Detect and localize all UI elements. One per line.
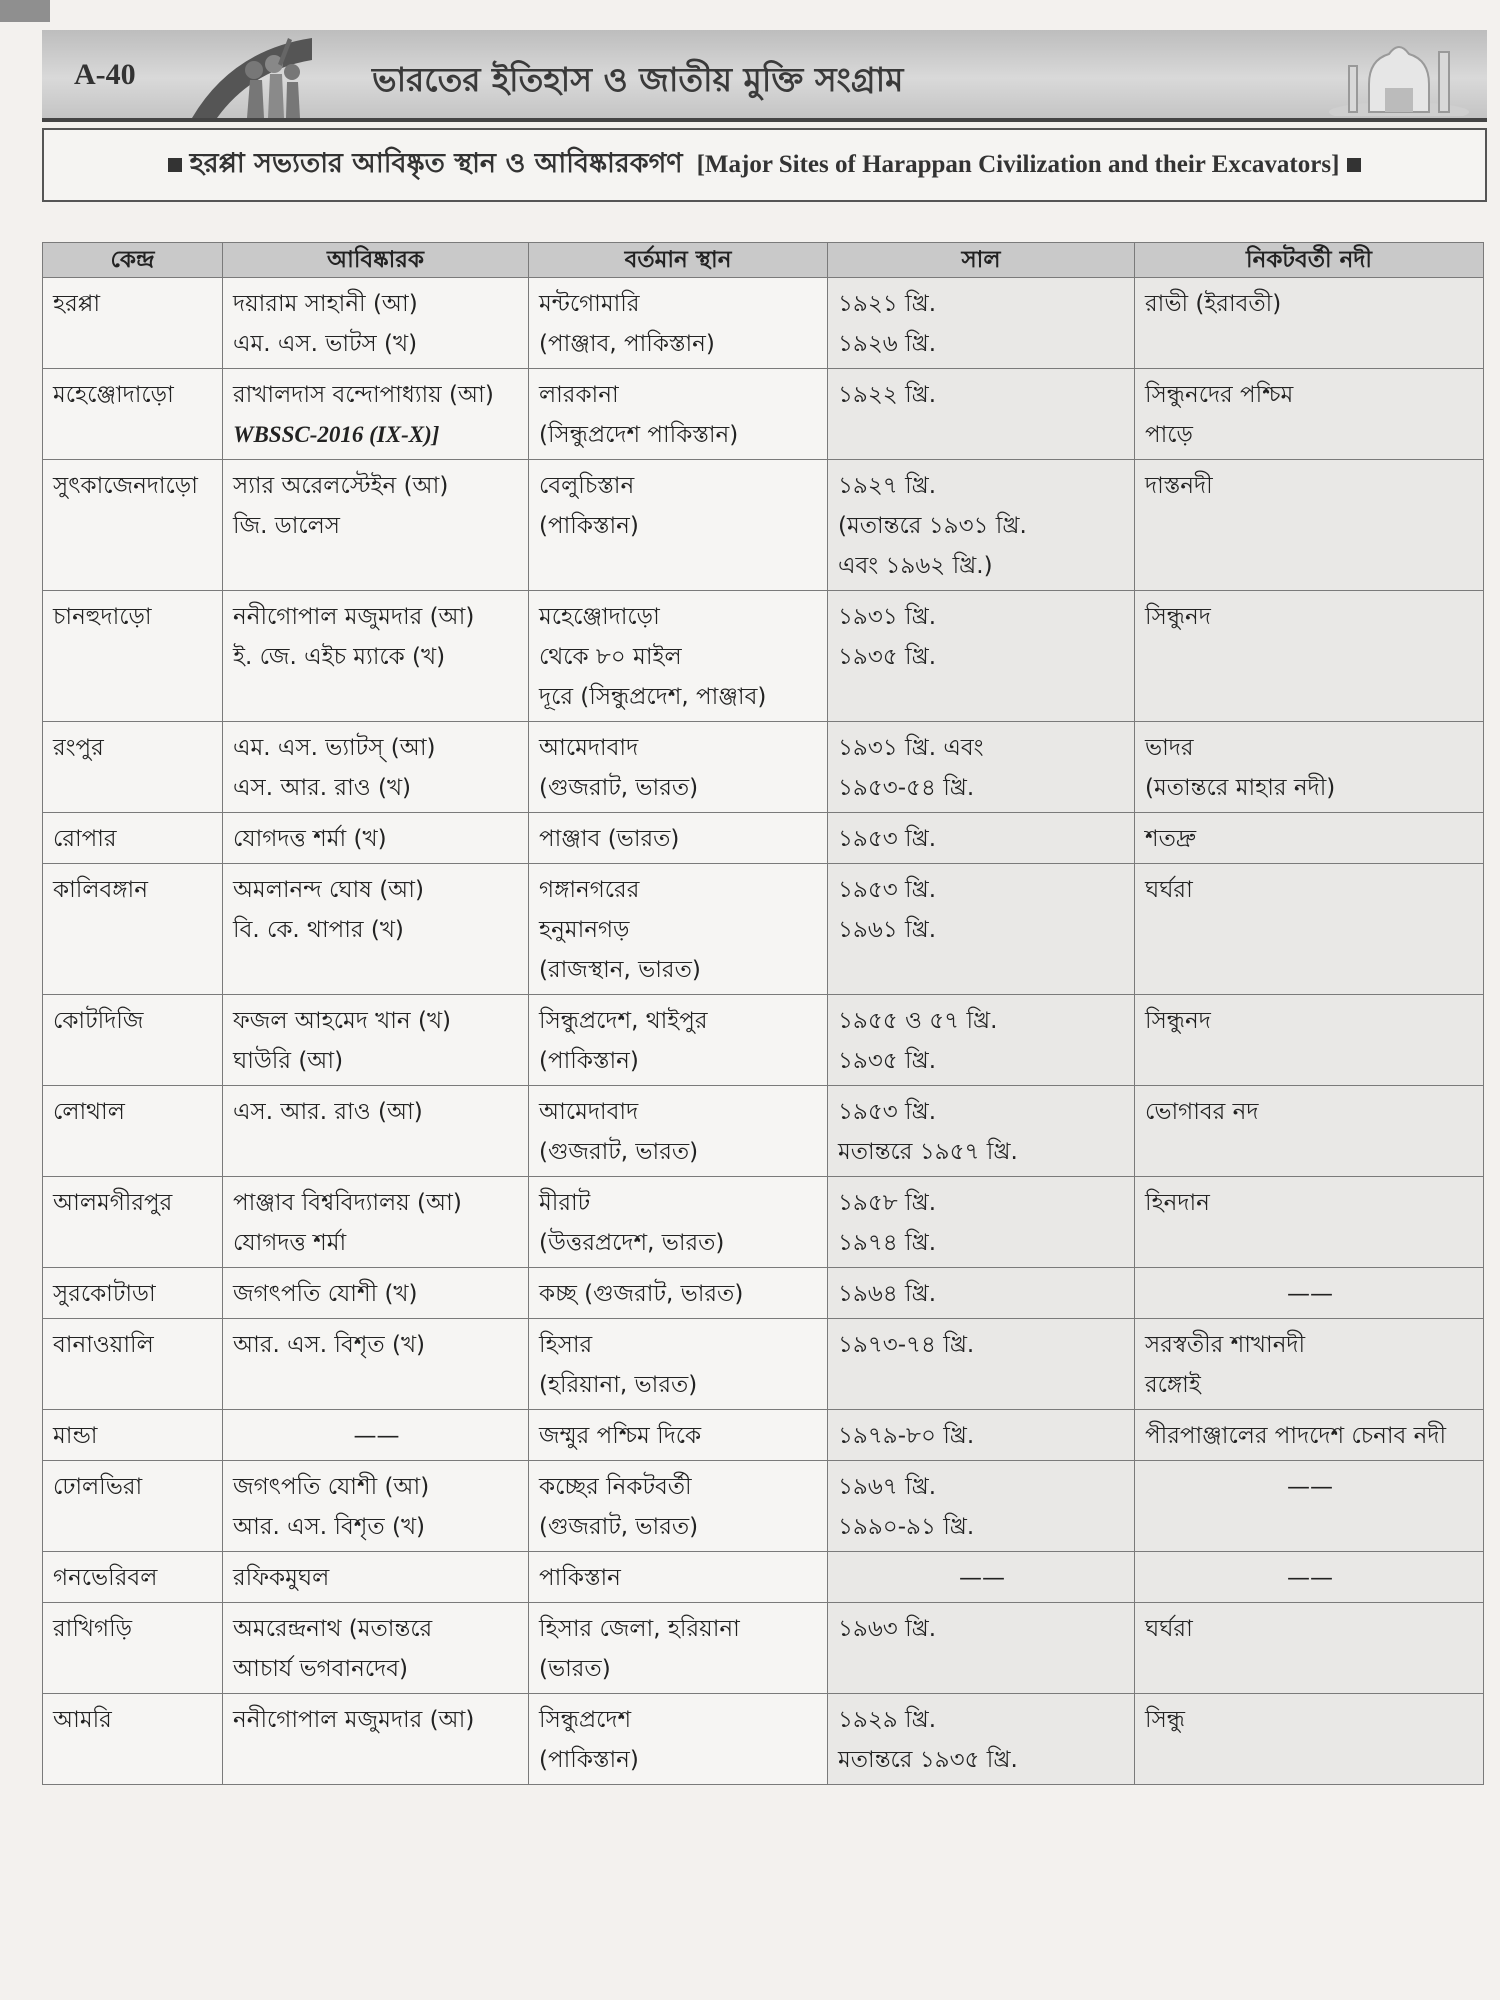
- column-header-river: নিকটবর্তী নদী: [1135, 243, 1484, 278]
- cell-line: (হরিয়ানা, ভারত): [539, 1372, 698, 1398]
- excavator-cell: [223, 813, 529, 864]
- river-cell: [1135, 1603, 1484, 1694]
- cell-line: ১৯২২ খ্রি.: [838, 382, 937, 408]
- cell-line: গনভেরিবল: [53, 1565, 158, 1591]
- section-title-bengali: হরপ্পা সভ্যতার আবিষ্কৃত স্থান ও আবিষ্কারকগণ: [189, 147, 683, 179]
- excavator-cell: [223, 1603, 529, 1694]
- cell-line: মহেঞ্জোদাড়ো: [539, 604, 660, 630]
- cell-line: যোগদত্ত শর্মা (খ): [233, 826, 387, 852]
- site-cell: [43, 278, 223, 369]
- river-cell: [1135, 1268, 1484, 1319]
- site-cell: [43, 1552, 223, 1603]
- table-row: [43, 460, 1484, 591]
- cell-line: হরপ্পা: [53, 291, 101, 317]
- year-cell: [828, 1319, 1135, 1410]
- table-row: [43, 864, 1484, 995]
- year-cell: [828, 1552, 1135, 1603]
- table-row: [43, 1086, 1484, 1177]
- harappan-sites-table: [42, 242, 1484, 1785]
- excavator-cell: [223, 1268, 529, 1319]
- cell-line: এম. এস. ভ্যাটস্ (আ): [233, 735, 436, 761]
- freedom-fighters-illustration-icon: [192, 30, 312, 118]
- location-cell: [529, 1603, 828, 1694]
- cell-line: ১৯৫৩-৫৪ খ্রি.: [838, 775, 975, 801]
- cell-line: পাঞ্জাব (ভারত): [539, 826, 680, 852]
- location-cell: [529, 591, 828, 722]
- year-cell: [828, 1268, 1135, 1319]
- cell-line: আর. এস. বিশৃত (খ): [233, 1332, 426, 1358]
- cell-line: কচ্ছের নিকটবর্তী: [539, 1474, 692, 1500]
- cell-line: ১৯৭৯-৮০ খ্রি.: [838, 1423, 975, 1449]
- cell-line: স্যার অরেলস্টেইন (আ): [233, 473, 449, 499]
- location-cell: [529, 460, 828, 591]
- river-cell: [1135, 1410, 1484, 1461]
- cell-line: লারকানা: [539, 382, 619, 408]
- cell-line: রঙ্গোই: [1145, 1372, 1201, 1398]
- table-row: [43, 1319, 1484, 1410]
- cell-line: চানহুদাড়ো: [53, 604, 152, 630]
- cell-line: কচ্ছ (গুজরাট, ভারত): [539, 1281, 744, 1307]
- excavator-cell: [223, 1552, 529, 1603]
- river-cell: [1135, 1694, 1484, 1785]
- table-row: [43, 1603, 1484, 1694]
- cell-line: ১৯৩১ খ্রি. এবং: [838, 735, 984, 761]
- cell-line: (পাকিস্তান): [539, 1747, 639, 1773]
- year-cell: [828, 1086, 1135, 1177]
- cell-line: কোটদিজি: [53, 1008, 144, 1034]
- excavator-cell: [223, 369, 529, 460]
- excavator-cell: [223, 1461, 529, 1552]
- cell-line: সিন্ধুনদ: [1145, 1008, 1211, 1034]
- year-cell: [828, 1461, 1135, 1552]
- cell-line: ১৯৫৩ খ্রি.: [838, 826, 937, 852]
- location-cell: [529, 995, 828, 1086]
- river-cell: [1135, 369, 1484, 460]
- location-cell: [529, 864, 828, 995]
- cell-line: জি. ডালেস: [233, 513, 340, 539]
- location-cell: [529, 1319, 828, 1410]
- cell-line: ফজল আহমেদ খান (খ): [233, 1008, 452, 1034]
- table-row: [43, 1552, 1484, 1603]
- cell-line: হিনদান: [1145, 1190, 1210, 1216]
- cell-line: ১৯২১ খ্রি.: [838, 291, 937, 317]
- site-cell: [43, 1410, 223, 1461]
- excavator-cell: [223, 591, 529, 722]
- cell-line: সরস্বতীর শাখানদী: [1145, 1332, 1306, 1358]
- table-row: [43, 1268, 1484, 1319]
- excavator-cell: [223, 1410, 529, 1461]
- cell-line: বেলুচিস্তান: [539, 473, 635, 499]
- cell-line: ঘাউরি (আ): [233, 1048, 344, 1074]
- river-cell: [1135, 460, 1484, 591]
- table-row: [43, 1461, 1484, 1552]
- cell-line: ১৯৬১ খ্রি.: [838, 917, 937, 943]
- column-header-site: কেন্দ্র: [43, 243, 223, 278]
- cell-line: ১৯৩১ খ্রি.: [838, 604, 937, 630]
- cell-line: অমরেন্দ্রনাথ (মতান্তরে: [233, 1616, 433, 1642]
- cell-line: ১৯৩৫ খ্রি.: [838, 1048, 937, 1074]
- cell-line: মতান্তরে ১৯৩৫ খ্রি.: [838, 1747, 1018, 1773]
- cell-line: জম্মুর পশ্চিম দিকে: [539, 1423, 702, 1449]
- site-cell: [43, 995, 223, 1086]
- cell-line: আচার্য ভগবানদেব): [233, 1656, 408, 1682]
- cell-line: এম. এস. ভাটস (খ): [233, 331, 418, 357]
- location-cell: [529, 369, 828, 460]
- cell-line: মহেঞ্জোদাড়ো: [53, 382, 174, 408]
- year-cell: [828, 1694, 1135, 1785]
- site-cell: [43, 1319, 223, 1410]
- cell-line: সিন্ধুনদ: [1145, 604, 1211, 630]
- square-bullet-icon: [1347, 158, 1361, 172]
- cell-line: বানাওয়ালি: [53, 1332, 154, 1358]
- excavator-cell: [223, 864, 529, 995]
- river-cell: [1135, 1177, 1484, 1268]
- cell-line: পাকিস্তান: [539, 1565, 621, 1591]
- cell-line: আলমগীরপুর: [53, 1190, 173, 1216]
- cell-line: ১৯৭৩-৭৪ খ্রি.: [838, 1332, 975, 1358]
- location-cell: [529, 1268, 828, 1319]
- cell-line: (গুজরাট, ভারত): [539, 1139, 699, 1165]
- location-cell: [529, 813, 828, 864]
- cell-line: আমেদাবাদ: [539, 735, 639, 761]
- cell-line: গঙ্গানগরের: [539, 877, 640, 903]
- cell-line: মন্টগোমারি: [539, 291, 640, 317]
- cell-line: রোপার: [53, 826, 117, 852]
- river-cell: [1135, 722, 1484, 813]
- cell-line: ১৯৭৪ খ্রি.: [838, 1230, 937, 1256]
- cell-line: আর. এস. বিশৃত (খ): [233, 1514, 426, 1540]
- cell-line: ১৯২৯ খ্রি.: [838, 1707, 937, 1733]
- page-header: [42, 30, 1487, 122]
- table-row: [43, 722, 1484, 813]
- excavator-cell: [223, 460, 529, 591]
- cell-line: সিন্ধুনদের পশ্চিম: [1145, 382, 1294, 408]
- table-row: [43, 1177, 1484, 1268]
- cell-line: ১৯২৬ খ্রি.: [838, 331, 937, 357]
- cell-line: ১৯৩৫ খ্রি.: [838, 644, 937, 670]
- cell-line: (মতান্তরে ১৯৩১ খ্রি.: [838, 513, 1027, 539]
- cell-line: ভোগাবর নদ: [1145, 1099, 1259, 1125]
- column-header-excavator: আবিষ্কারক: [223, 243, 529, 278]
- cell-line: আমরি: [53, 1707, 112, 1733]
- cell-line: (পাকিস্তান): [539, 513, 639, 539]
- cell-line: ——: [1287, 1281, 1333, 1307]
- river-cell: [1135, 1086, 1484, 1177]
- year-cell: [828, 1410, 1135, 1461]
- table-row: [43, 1694, 1484, 1785]
- book-title: ভারতের ইতিহাস ও জাতীয় মুক্তি সংগ্রাম: [372, 60, 904, 99]
- location-cell: [529, 1552, 828, 1603]
- site-cell: [43, 864, 223, 995]
- page-corner-tab: [0, 0, 50, 22]
- cell-line: ১৯৫৩ খ্রি.: [838, 1099, 937, 1125]
- cell-line: (পাঞ্জাব, পাকিস্তান): [539, 331, 715, 357]
- table-row: [43, 995, 1484, 1086]
- cell-line: ——: [959, 1565, 1005, 1591]
- cell-line: ঢোলভিরা: [53, 1474, 143, 1500]
- cell-line: ই. জে. এইচ ম্যাকে (খ): [233, 644, 446, 670]
- cell-line: রংপুর: [53, 735, 104, 761]
- site-cell: [43, 1603, 223, 1694]
- cell-line: (মতান্তরে মাহার নদী): [1145, 775, 1336, 801]
- cell-line: পীরপাঞ্জালের পাদদেশ চেনাব নদী: [1145, 1423, 1447, 1449]
- cell-line: দয়ারাম সাহানী (আ): [233, 291, 418, 317]
- cell-line: (সিন্ধুপ্রদেশ পাকিস্তান): [539, 422, 739, 448]
- excavator-cell: [223, 1177, 529, 1268]
- excavator-cell: [223, 1086, 529, 1177]
- cell-line: দূরে (সিন্ধুপ্রদেশ, পাঞ্জাব): [539, 684, 767, 710]
- cell-line: ১৯৬৪ খ্রি.: [838, 1281, 937, 1307]
- cell-line: মতান্তরে ১৯৫৭ খ্রি.: [838, 1139, 1018, 1165]
- cell-line: রাভী (ইরাবতী): [1145, 291, 1282, 317]
- cell-line: থেকে ৮০ মাইল: [539, 644, 682, 670]
- site-cell: [43, 460, 223, 591]
- site-cell: [43, 1461, 223, 1552]
- site-cell: [43, 369, 223, 460]
- cell-line: সিন্ধু: [1145, 1707, 1185, 1733]
- monument-icon: [1329, 32, 1469, 116]
- location-cell: [529, 722, 828, 813]
- cell-line: (ভারত): [539, 1656, 611, 1682]
- page-number: A-40: [74, 58, 136, 91]
- cell-line: ——: [353, 1423, 400, 1449]
- location-cell: [529, 278, 828, 369]
- excavator-cell: [223, 995, 529, 1086]
- cell-line: ঘর্ঘরা: [1145, 877, 1193, 903]
- cell-line: আমেদাবাদ: [539, 1099, 639, 1125]
- river-cell: [1135, 591, 1484, 722]
- cell-line: হিসার: [539, 1332, 593, 1358]
- section-title-english: [Major Sites of Harappan Civilization and their Excavators]: [696, 151, 1340, 178]
- river-cell: [1135, 1319, 1484, 1410]
- table-header-row: [43, 243, 1484, 278]
- location-cell: [529, 1410, 828, 1461]
- excavator-cell: [223, 1319, 529, 1410]
- cell-line: সুৎকাজেনদাড়ো: [53, 473, 198, 499]
- excavator-cell: [223, 278, 529, 369]
- site-cell: [43, 1086, 223, 1177]
- river-cell: [1135, 864, 1484, 995]
- year-cell: [828, 722, 1135, 813]
- cell-line: সিন্ধুপ্রদেশ: [539, 1707, 632, 1733]
- cell-line: ১৯৫৫ ও ৫৭ খ্রি.: [838, 1008, 998, 1034]
- year-cell: [828, 278, 1135, 369]
- site-cell: [43, 813, 223, 864]
- square-bullet-icon: [168, 158, 182, 172]
- cell-line: সুরকোটাডা: [53, 1281, 156, 1307]
- river-cell: [1135, 278, 1484, 369]
- cell-line: ১৯৬৭ খ্রি.: [838, 1474, 937, 1500]
- cell-line: ননীগোপাল মজুমদার (আ): [233, 1707, 475, 1733]
- location-cell: [529, 1694, 828, 1785]
- cell-line: এবং ১৯৬২ খ্রি.): [838, 553, 993, 579]
- location-cell: [529, 1086, 828, 1177]
- cell-line: জগৎপতি যোশী (আ): [233, 1474, 430, 1500]
- cell-line: ঘর্ঘরা: [1145, 1616, 1193, 1642]
- location-cell: [529, 1461, 828, 1552]
- cell-line: ১৯৫৮ খ্রি.: [838, 1190, 937, 1216]
- river-cell: [1135, 1461, 1484, 1552]
- cell-line: লোথাল: [53, 1099, 125, 1125]
- cell-line: ভাদর: [1145, 735, 1194, 761]
- cell-line: ১৯৫৩ খ্রি.: [838, 877, 937, 903]
- location-cell: [529, 1177, 828, 1268]
- cell-line: হনুমানগড়: [539, 917, 630, 943]
- column-header-year: সাল: [828, 243, 1135, 278]
- cell-line: (উত্তরপ্রদেশ, ভারত): [539, 1230, 725, 1256]
- site-cell: [43, 591, 223, 722]
- cell-line: মীরাট: [539, 1190, 591, 1216]
- year-cell: [828, 813, 1135, 864]
- cell-line: ১৯৯০-৯১ খ্রি.: [838, 1514, 975, 1540]
- cell-line: অমলানন্দ ঘোষ (আ): [233, 877, 424, 903]
- site-cell: [43, 1694, 223, 1785]
- cell-line: এস. আর. রাও (আ): [233, 1099, 423, 1125]
- cell-line: জগৎপতি যোশী (খ): [233, 1281, 418, 1307]
- river-cell: [1135, 995, 1484, 1086]
- cell-line: কালিবঙ্গান: [53, 877, 148, 903]
- site-cell: [43, 1177, 223, 1268]
- year-cell: [828, 864, 1135, 995]
- cell-line: শতদ্রু: [1145, 826, 1197, 852]
- cell-line: হিসার জেলা, হরিয়ানা: [539, 1616, 740, 1642]
- cell-line: রাখিগড়ি: [53, 1616, 133, 1642]
- table-row: [43, 1410, 1484, 1461]
- site-cell: [43, 1268, 223, 1319]
- cell-line: পাঞ্জাব বিশ্ববিদ্যালয় (আ): [233, 1190, 462, 1216]
- cell-line: (গুজরাট, ভারত): [539, 775, 699, 801]
- cell-line: মান্ডা: [53, 1423, 98, 1449]
- cell-line: বি. কে. থাপার (খ): [233, 917, 404, 943]
- table-row: [43, 278, 1484, 369]
- river-cell: [1135, 813, 1484, 864]
- year-cell: [828, 995, 1135, 1086]
- cell-line: (রাজস্থান, ভারত): [539, 957, 701, 983]
- cell-line: ১৯২৭ খ্রি.: [838, 473, 937, 499]
- exam-reference-tag: WBSSC-2016 (IX-X)]: [233, 422, 440, 447]
- section-title-box: [42, 128, 1487, 202]
- excavator-cell: [223, 722, 529, 813]
- cell-line: দাস্তনদী: [1145, 473, 1213, 499]
- year-cell: [828, 591, 1135, 722]
- river-cell: [1135, 1552, 1484, 1603]
- year-cell: [828, 460, 1135, 591]
- column-header-location: বর্তমান স্থান: [529, 243, 828, 278]
- cell-line: পাড়ে: [1145, 422, 1193, 448]
- year-cell: [828, 1177, 1135, 1268]
- table-row: [43, 591, 1484, 722]
- cell-line: রাখালদাস বন্দোপাধ্যায় (আ): [233, 382, 494, 408]
- cell-line: ——: [1287, 1565, 1333, 1591]
- cell-line: যোগদত্ত শর্মা: [233, 1230, 347, 1256]
- year-cell: [828, 1603, 1135, 1694]
- cell-line: ——: [1287, 1474, 1333, 1500]
- excavator-cell: [223, 1694, 529, 1785]
- cell-line: (পাকিস্তান): [539, 1048, 639, 1074]
- table-row: [43, 369, 1484, 460]
- cell-line: (গুজরাট, ভারত): [539, 1514, 699, 1540]
- table-row: [43, 813, 1484, 864]
- cell-line: ১৯৬৩ খ্রি.: [838, 1616, 937, 1642]
- cell-line: সিন্ধুপ্রদেশ, থাইপুর: [539, 1008, 708, 1034]
- year-cell: [828, 369, 1135, 460]
- cell-line: এস. আর. রাও (খ): [233, 775, 412, 801]
- site-cell: [43, 722, 223, 813]
- cell-line: রফিকমুঘল: [233, 1565, 330, 1591]
- cell-line: ননীগোপাল মজুমদার (আ): [233, 604, 475, 630]
